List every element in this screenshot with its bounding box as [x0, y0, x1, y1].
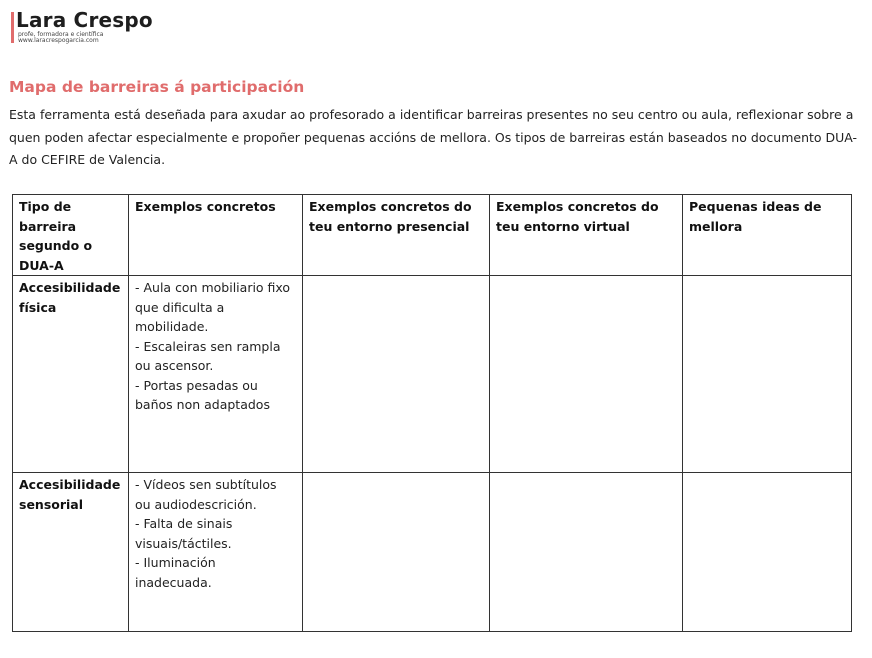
barrier-type-cell: Accesibilidade sensorial: [13, 473, 129, 632]
logo-tagline: profe, formadora e científica: [18, 31, 104, 38]
virtual-cell[interactable]: [490, 473, 683, 632]
header-improvement-ideas: Pequenas ideas de mellora: [683, 195, 852, 276]
logo-subtext: [18, 32, 103, 44]
examples-cell: - Vídeos sen subtítulos ou audiodescrición. - Falta de sinais visuais/táctiles. - Iluminación inadecuada.: [129, 473, 303, 632]
table-header-row: [13, 195, 852, 276]
ideas-cell[interactable]: [683, 473, 852, 632]
presencial-cell[interactable]: [303, 473, 490, 632]
barrier-type-cell: Accesibilidade física: [13, 276, 129, 473]
table-row: [13, 276, 852, 473]
header-barrier-type: Tipo de barreira segundo o DUA-A: [13, 195, 129, 276]
logo-url: www.laracrespogarcia.com: [18, 37, 99, 44]
header-examples-virtual: Exemplos concretos do teu entorno virtual: [490, 195, 683, 276]
virtual-cell[interactable]: [490, 276, 683, 473]
intro-paragraph: Esta ferramenta está deseñada para axudar ao profesorado a identificar barreiras presentes no seu centro ou aula, reflexionar sobre a quen poden afectar especialmente e propoñer pequenas accións de mellora. Os tipos de barreiras están baseados no documento DUA-A do CEFIRE de Valencia.: [9, 107, 858, 167]
table-row: [13, 473, 852, 632]
logo-accent-bar: [11, 12, 14, 43]
header-examples-presencial: Exemplos concretos do teu entorno presencial: [303, 195, 490, 276]
page-title: Mapa de barreiras á participación: [9, 78, 305, 96]
header-examples: Exemplos concretos: [129, 195, 303, 276]
barriers-table: [12, 194, 852, 632]
presencial-cell[interactable]: [303, 276, 490, 473]
examples-cell: - Aula con mobiliario fixo que dificulta a mobilidade. - Escaleiras sen rampla ou ascensor. - Portas pesadas ou baños non adaptados: [129, 276, 303, 473]
ideas-cell[interactable]: [683, 276, 852, 473]
logo-name: Lara Crespo: [16, 8, 153, 32]
